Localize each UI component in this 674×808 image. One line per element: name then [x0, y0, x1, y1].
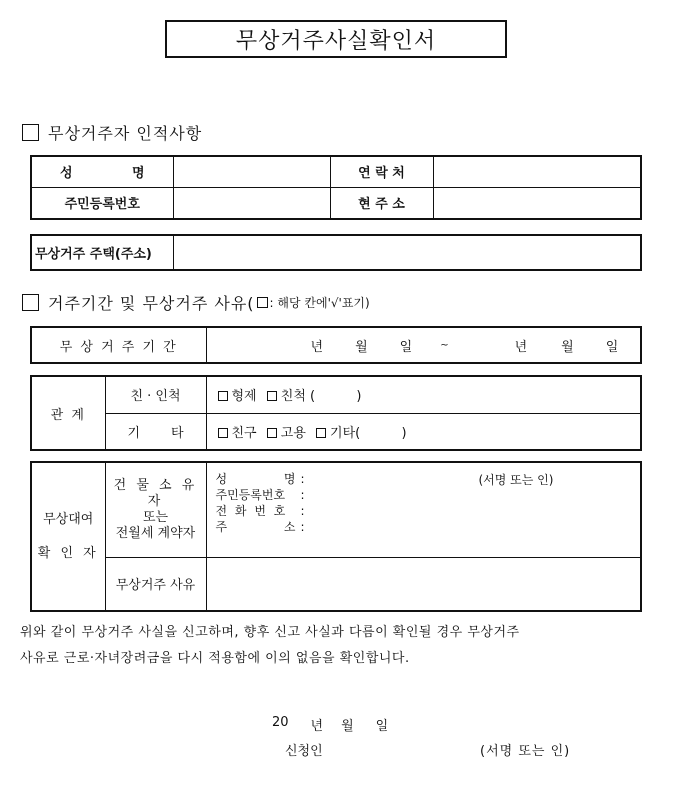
current-address-label: 현 주 소	[330, 187, 433, 219]
checkbox-icon[interactable]	[316, 428, 326, 438]
applicant-label: 신청인	[285, 744, 323, 759]
current-address-field[interactable]	[433, 187, 641, 219]
section-heading-note: : 해당 칸에'√'표기)	[269, 296, 370, 310]
option-other[interactable]: 기타( )	[316, 426, 407, 441]
lender-confirmer-label: 무상대여 확 인 자	[31, 462, 105, 611]
lender-confirmer-table	[30, 461, 642, 612]
checkbox-icon[interactable]	[218, 428, 228, 438]
option-sibling[interactable]: 형제	[218, 389, 257, 404]
owner-name-row[interactable]: 성 명 :	[215, 472, 305, 486]
date-year: 년	[310, 719, 324, 734]
owner-signature-note: (서명 또는 인)	[478, 473, 554, 487]
resident-info-table	[30, 155, 642, 220]
free-residence-reason-label: 무상거주 사유	[105, 557, 206, 611]
option-relative[interactable]: 친척 ( )	[267, 389, 362, 404]
owner-phone-row[interactable]: 전 화 번 호 :	[215, 504, 305, 518]
date-century: 20	[272, 715, 289, 730]
from-day: 일	[399, 339, 413, 355]
contact-label: 연 락 처	[330, 156, 433, 187]
checkbox-icon[interactable]	[267, 428, 277, 438]
house-address-table	[30, 234, 642, 271]
relation-family-options	[206, 376, 641, 413]
relation-table	[30, 375, 642, 451]
relation-label: 관 계	[31, 376, 105, 450]
declaration-text	[20, 620, 660, 672]
resident-number-label: 주민등록번호	[31, 187, 173, 219]
contact-field[interactable]	[433, 156, 641, 187]
free-residence-reason-field[interactable]	[206, 557, 641, 611]
resident-number-field[interactable]	[173, 187, 330, 219]
document-title: 무상거주사실확인서	[165, 20, 507, 58]
option-friend[interactable]: 친구	[218, 426, 257, 441]
checkbox-icon	[22, 124, 39, 141]
section-heading-text: 무상거주자 인적사항	[48, 124, 203, 143]
house-address-label: 무상거주 주택(주소)	[31, 235, 173, 270]
relation-family-label: 친 · 인척	[105, 376, 206, 413]
to-month: 월	[561, 339, 574, 355]
checkbox-icon[interactable]	[267, 391, 277, 401]
date-month: 월	[341, 719, 354, 734]
section-heading-resident-info	[22, 121, 202, 144]
name-label: 성 명	[31, 156, 173, 187]
owner-address-row[interactable]: 주 소 :	[215, 520, 305, 534]
period-separator: ~	[440, 339, 449, 351]
checkbox-icon	[257, 297, 268, 308]
checkbox-icon	[22, 294, 39, 311]
relation-other-label: 기 타	[105, 413, 206, 450]
applicant-signature-note: (서명 또는 인)	[480, 744, 571, 759]
section-heading-text: 거주기간 및 무상거주 사유(	[48, 294, 255, 313]
to-day: 일	[605, 339, 619, 355]
residence-period-label: 무 상 거 주 기 간	[31, 327, 206, 363]
from-month: 월	[355, 339, 368, 355]
date-line	[272, 715, 388, 734]
declaration-line-2: 사유로 근로·자녀장려금을 다시 적용함에 이의 없음을 확인합니다.	[20, 651, 410, 666]
to-year: 년	[514, 339, 528, 355]
checkbox-icon[interactable]	[218, 391, 228, 401]
residence-period-field[interactable]	[206, 327, 641, 363]
name-field[interactable]	[173, 156, 330, 187]
relation-other-options	[206, 413, 641, 450]
residence-period-table	[30, 326, 642, 364]
house-address-field[interactable]	[173, 235, 641, 270]
declaration-line-1: 위와 같이 무상거주 사실을 신고하며, 향후 신고 사실과 다름이 확인될 경우 무상거주	[20, 625, 520, 640]
option-employment[interactable]: 고용	[267, 426, 306, 441]
owner-resident-number-row[interactable]: 주민등록번호 :	[215, 488, 305, 502]
from-year: 년	[310, 339, 324, 355]
owner-label: 건 물 소 유 자 또는 전월세 계약자	[105, 462, 206, 557]
owner-info-fields	[206, 462, 641, 557]
date-day: 일	[375, 719, 389, 734]
section-heading-period-reason	[22, 291, 370, 314]
